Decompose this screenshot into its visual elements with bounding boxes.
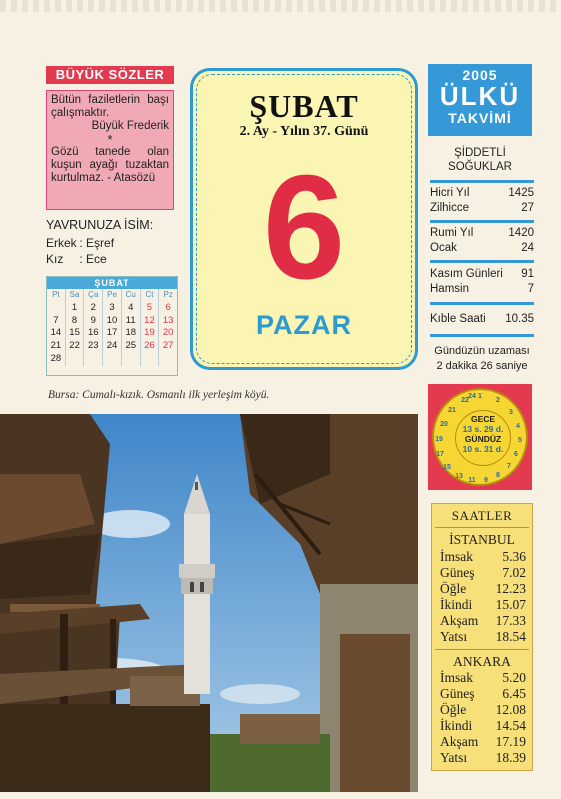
prayer-name: Akşam xyxy=(440,613,479,628)
village-photo xyxy=(0,414,418,792)
mini-calendar-week xyxy=(47,302,177,315)
prayer-row xyxy=(440,718,526,734)
day-length-note xyxy=(430,344,534,374)
kasim-value: 91 xyxy=(521,268,534,280)
divider xyxy=(430,334,534,337)
name-boy-value: Eşref xyxy=(86,236,115,250)
year-day-info: 2. Ay - Yılın 37. Günü xyxy=(239,124,369,139)
night-label: GECE xyxy=(470,414,496,424)
day-cell xyxy=(84,353,103,366)
day-cell: 21 xyxy=(47,340,66,353)
day-cell: 4 xyxy=(122,302,141,315)
day-cell: 8 xyxy=(66,315,85,328)
zilhicce-label: Zilhicce xyxy=(430,202,469,214)
prayer-time: 12.23 xyxy=(495,581,526,596)
brand-year: 2005 xyxy=(462,67,498,83)
mini-calendar-week xyxy=(47,315,177,328)
kible-label: Kıble Saati xyxy=(430,313,486,325)
day-label: GÜNDÜZ xyxy=(464,434,502,444)
hamsin-value: 7 xyxy=(527,283,534,295)
day-cell: 1 xyxy=(66,302,85,315)
day-cell: 7 xyxy=(47,315,66,328)
prayer-name: İmsak xyxy=(440,670,473,685)
hour-mark: 11 xyxy=(468,477,476,484)
hamsin-label: Hamsin xyxy=(430,283,469,295)
day-length-value: 2 dakika 26 saniye xyxy=(436,360,528,372)
torn-edge xyxy=(0,0,561,12)
day-cell: 28 xyxy=(47,353,66,366)
day-cell: 25 xyxy=(122,340,141,353)
weekday-header: Ça xyxy=(84,289,103,302)
hour-mark: 22 xyxy=(461,397,469,404)
prayer-time: 17.33 xyxy=(495,613,526,628)
mini-calendar-week xyxy=(47,340,177,353)
prayer-time: 14.54 xyxy=(495,718,526,733)
day-cell: 9 xyxy=(84,315,103,328)
prayer-name: Öğle xyxy=(440,581,467,596)
day-cell: 22 xyxy=(66,340,85,353)
prayer-row xyxy=(440,750,526,766)
weekday-header: Pt xyxy=(47,289,66,302)
info-block-kible xyxy=(430,312,534,327)
mini-calendar xyxy=(46,276,178,376)
hour-mark: 24 xyxy=(468,393,476,400)
ocak-value: 24 xyxy=(521,242,534,254)
weather-note: ŞİDDETLİ SOĞUKLAR xyxy=(448,147,512,173)
kible-value: 10.35 xyxy=(505,313,534,325)
divider xyxy=(430,260,534,263)
mini-calendar-week xyxy=(47,353,177,366)
prayer-name: Akşam xyxy=(440,734,479,749)
hour-mark: 4 xyxy=(516,423,520,430)
name-girl-row: Kız : Ece xyxy=(46,252,107,266)
hour-mark: 8 xyxy=(496,472,500,479)
city-ankara: ANKARA xyxy=(453,654,511,669)
hour-mark: 15 xyxy=(443,464,451,471)
prayer-row xyxy=(440,686,526,702)
info-block-rumi xyxy=(430,226,534,256)
brand-block xyxy=(428,64,532,136)
hicri-label: Hicri Yıl xyxy=(430,187,470,199)
photo-caption: Bursa: Cumalı-kızık. Osmanlı ilk yerleşim köyü. xyxy=(48,389,270,401)
divider xyxy=(430,302,534,305)
hour-mark: 7 xyxy=(507,463,511,470)
prayer-row xyxy=(440,613,526,629)
kasim-label: Kasım Günleri xyxy=(430,268,503,280)
weekday-header: Cu xyxy=(122,289,141,302)
month-name: ŞUBAT xyxy=(249,88,359,124)
prayer-row xyxy=(440,549,526,565)
star-separator: * xyxy=(107,132,113,147)
prayer-time: 15.07 xyxy=(495,597,526,612)
weekday-header: Sa xyxy=(66,289,85,302)
day-cell: 10 xyxy=(103,315,122,328)
hour-mark: 19 xyxy=(435,436,443,443)
divider xyxy=(435,527,529,528)
day-cell xyxy=(159,353,177,366)
day-cell: 13 xyxy=(162,314,174,326)
prayer-row xyxy=(440,629,526,645)
mini-calendar-title: ŞUBAT xyxy=(47,277,177,289)
day-cell: 17 xyxy=(103,327,122,340)
quotes-title: BÜYÜK SÖZLER xyxy=(46,66,174,84)
weekday-name: PAZAR xyxy=(256,310,352,340)
prayer-name: Güneş xyxy=(440,565,475,580)
quotes-box xyxy=(46,90,174,210)
quote-1: Bütün faziletlerin başı çalışmaktır. xyxy=(51,94,169,119)
weekday-header: Ct xyxy=(141,289,160,302)
day-cell xyxy=(47,302,66,315)
brand-name: ÜLKÜ xyxy=(439,81,521,111)
day-cell: 16 xyxy=(84,327,103,340)
day-cell: 24 xyxy=(103,340,122,353)
day-cell: 26 xyxy=(141,340,160,353)
prayer-row xyxy=(440,670,526,686)
prayer-time: 5.20 xyxy=(502,670,526,685)
day-length-label: Gündüzün uzaması xyxy=(434,345,530,357)
brand-subtitle: TAKVİMİ xyxy=(448,110,512,126)
day-cell: 3 xyxy=(103,302,122,315)
day-cell: 23 xyxy=(84,340,103,353)
info-block-kasim xyxy=(430,267,534,297)
prayer-name: Öğle xyxy=(440,702,467,717)
name-boy-label: Erkek xyxy=(46,236,77,250)
hour-mark: 1 xyxy=(478,393,482,400)
day-cell xyxy=(103,353,122,366)
rumi-label: Rumi Yıl xyxy=(430,227,474,239)
day-cell: 19 xyxy=(141,327,160,340)
day-value: 10 s. 31 d. xyxy=(462,444,504,454)
prayer-name: Güneş xyxy=(440,686,475,701)
city-istanbul: İSTANBUL xyxy=(449,532,515,547)
hour-mark: 9 xyxy=(484,477,488,484)
prayer-time: 18.54 xyxy=(495,629,526,644)
hour-mark: 13 xyxy=(455,473,463,480)
hour-mark: 6 xyxy=(514,451,518,458)
clock-center xyxy=(455,410,511,466)
day-cell: 5 xyxy=(141,302,160,315)
prayer-time: 6.45 xyxy=(502,686,526,701)
day-cell: 15 xyxy=(66,327,85,340)
hour-mark: 17 xyxy=(436,451,444,458)
prayer-name: İkindi xyxy=(440,718,473,733)
day-cell: 20 xyxy=(162,327,174,339)
mini-calendar-day-headers xyxy=(47,289,177,302)
quote-1-author: Büyük Frederik xyxy=(91,120,169,132)
prayer-name: Yatsı xyxy=(440,629,468,644)
hour-mark: 3 xyxy=(509,409,513,416)
prayer-row xyxy=(440,734,526,750)
hour-mark: 20 xyxy=(440,421,448,428)
prayer-name: İkindi xyxy=(440,597,473,612)
hour-mark: 2 xyxy=(496,397,500,404)
hour-mark: 21 xyxy=(448,407,456,414)
ocak-label: Ocak xyxy=(430,242,457,254)
prayer-time: 7.02 xyxy=(502,565,526,580)
prayer-row xyxy=(440,565,526,581)
prayer-name: İmsak xyxy=(440,549,473,564)
prayer-row xyxy=(440,597,526,613)
prayer-row xyxy=(440,581,526,597)
weekday-header: Pe xyxy=(103,289,122,302)
day-cell: 27 xyxy=(162,340,174,352)
name-girl-label: Kız xyxy=(46,252,64,266)
rumi-value: 1420 xyxy=(508,227,534,239)
prayer-times-title: SAATLER xyxy=(451,508,513,523)
day-cell: 11 xyxy=(122,315,141,328)
prayer-time: 17.19 xyxy=(495,734,526,749)
night-value: 13 s. 29 d. xyxy=(462,424,504,434)
mini-calendar-week xyxy=(47,327,177,340)
weekday-header: Pz xyxy=(163,290,173,299)
quote-2: Gözü tanede olan kuşun ayağı tuzaktan kurtulmaz. - Atasözü xyxy=(51,146,169,184)
day-cell xyxy=(66,353,85,366)
prayer-time: 5.36 xyxy=(502,549,526,564)
day-cell xyxy=(122,353,141,366)
zilhicce-value: 27 xyxy=(521,202,534,214)
day-number: 6 xyxy=(262,145,346,310)
prayer-time: 18.39 xyxy=(495,750,526,765)
day-cell: 2 xyxy=(84,302,103,315)
day-cell: 6 xyxy=(165,301,171,313)
name-girl-value: Ece xyxy=(86,252,107,266)
divider xyxy=(430,180,534,183)
hour-mark: 5 xyxy=(518,437,522,444)
divider xyxy=(430,220,534,223)
name-boy-row: Erkek : Eşref xyxy=(46,236,115,250)
prayer-time: 12.08 xyxy=(495,702,526,717)
day-cell: 18 xyxy=(122,327,141,340)
prayer-name: Yatsı xyxy=(440,750,468,765)
prayer-row xyxy=(440,702,526,718)
day-cell: 12 xyxy=(141,315,160,328)
name-suggestion-title: YAVRUNUZA İSİM: xyxy=(46,218,154,232)
hicri-value: 1425 xyxy=(508,187,534,199)
day-cell xyxy=(141,353,160,366)
info-block-hicri xyxy=(430,186,534,216)
day-cell: 14 xyxy=(47,327,66,340)
divider xyxy=(435,649,529,650)
